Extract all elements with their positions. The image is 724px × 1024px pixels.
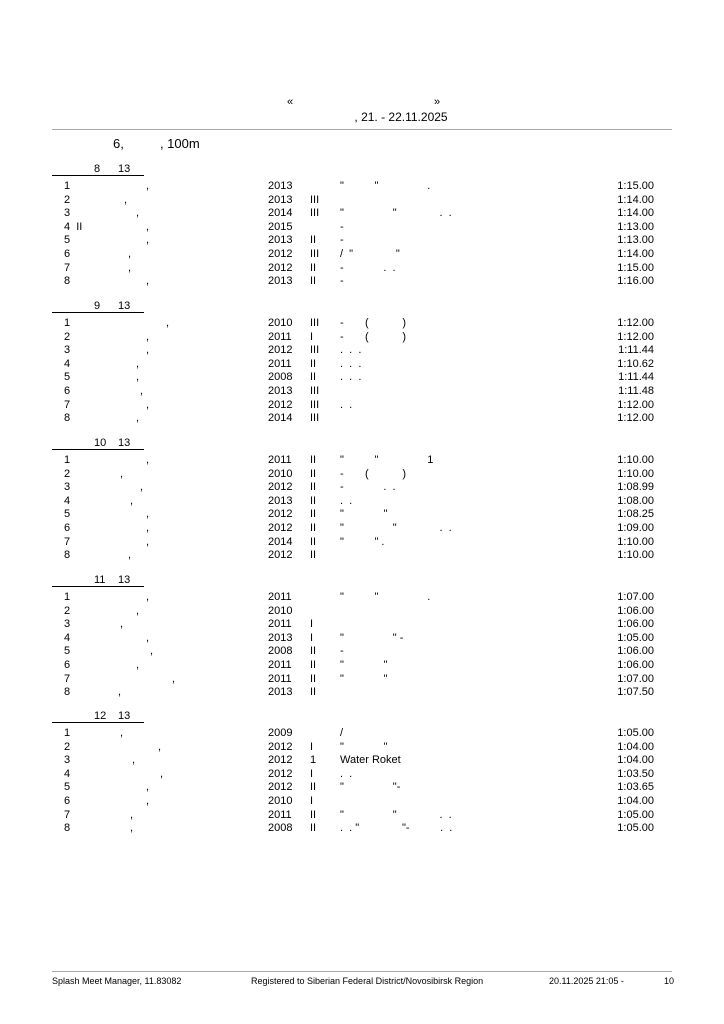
entry-time: 1:03.50 bbox=[617, 767, 654, 780]
lane-number: 3 bbox=[64, 481, 71, 494]
birth-year: 2011 bbox=[268, 659, 292, 671]
lane-number: 7 bbox=[64, 535, 71, 548]
sport-rank: II bbox=[310, 808, 317, 821]
table-row bbox=[0, 495, 724, 509]
lane-number: 4 bbox=[64, 494, 71, 507]
birth-year: 2011 bbox=[268, 591, 292, 603]
sport-rank: II bbox=[310, 261, 317, 274]
birth-year: 2011 bbox=[268, 618, 292, 631]
swimmer-name: , bbox=[146, 344, 150, 357]
entry-time: 1:05.00 bbox=[617, 808, 654, 821]
sport-rank: I bbox=[310, 795, 314, 807]
club-name: - . . bbox=[340, 261, 396, 274]
swimmer-name: , bbox=[140, 385, 144, 397]
lane-number: 5 bbox=[64, 645, 71, 658]
entry-time: 1:10.00 bbox=[617, 549, 654, 562]
birth-year: 2012 bbox=[268, 754, 293, 767]
sport-rank: I bbox=[310, 330, 314, 343]
sport-rank: III bbox=[310, 248, 320, 260]
birth-year: 2012 bbox=[268, 522, 293, 534]
club-name: . . bbox=[340, 494, 353, 507]
swimmer-name: , bbox=[130, 494, 134, 507]
table-row bbox=[0, 331, 724, 345]
swimmer-name: , bbox=[160, 767, 164, 780]
lane-number: 3 bbox=[64, 207, 71, 220]
swimmer-name: , bbox=[146, 795, 150, 807]
heat-header bbox=[52, 436, 144, 450]
entry-time: 1:11.48 bbox=[618, 385, 654, 397]
heat-label-b: 13 bbox=[118, 574, 131, 586]
entry-time: 1:14.00 bbox=[617, 207, 654, 220]
table-row bbox=[0, 412, 724, 426]
lane-number: 5 bbox=[64, 234, 71, 247]
table-row bbox=[0, 508, 724, 522]
lane-number: 8 bbox=[64, 549, 71, 562]
lane-number: 1 bbox=[64, 317, 71, 329]
table-row bbox=[0, 207, 724, 221]
sport-rank: II bbox=[310, 522, 317, 534]
birth-year: 2013 bbox=[268, 686, 293, 699]
table-row bbox=[0, 358, 724, 372]
club-name: " " bbox=[340, 740, 388, 753]
sport-rank: II bbox=[310, 508, 317, 521]
table-row bbox=[0, 632, 724, 646]
entry-time: 1:07.00 bbox=[617, 591, 654, 603]
sport-rank: III bbox=[310, 385, 320, 397]
event-title: 6, , 100m bbox=[113, 136, 200, 151]
club-name: " " . bbox=[340, 535, 385, 548]
entry-time: 1:07.50 bbox=[617, 686, 654, 699]
birth-year: 2011 bbox=[268, 357, 292, 370]
lane-number: 5 bbox=[64, 508, 71, 521]
swimmer-name: , bbox=[136, 412, 140, 425]
title-quote-open: « bbox=[287, 96, 294, 108]
lane-number: 3 bbox=[64, 754, 71, 767]
entry-time: 1:05.00 bbox=[617, 631, 654, 644]
club-name: / bbox=[340, 727, 344, 739]
lane-number: 1 bbox=[64, 454, 71, 466]
table-row bbox=[0, 536, 724, 550]
swimmer-name: , bbox=[130, 822, 134, 835]
table-row bbox=[0, 317, 724, 331]
birth-year: 2011 bbox=[268, 454, 292, 466]
swimmer-name: , bbox=[140, 481, 144, 494]
table-row bbox=[0, 468, 724, 482]
entry-time: 1:12.00 bbox=[617, 330, 654, 343]
birth-year: 2012 bbox=[268, 261, 293, 274]
entry-time: 1:15.00 bbox=[617, 180, 654, 192]
birth-year: 2014 bbox=[268, 535, 293, 548]
lane-number: 6 bbox=[64, 795, 71, 807]
table-row bbox=[0, 248, 724, 262]
sport-rank: II bbox=[310, 467, 317, 480]
lane-number: 4 bbox=[64, 357, 71, 370]
swimmer-name: , bbox=[146, 398, 150, 411]
heat-header bbox=[52, 709, 144, 723]
club-name: " " - bbox=[340, 631, 404, 644]
table-row bbox=[0, 344, 724, 358]
sport-rank: III bbox=[310, 193, 320, 206]
entry-time: 1:11.44 bbox=[618, 344, 654, 357]
lane-number: 8 bbox=[64, 412, 71, 425]
sport-rank: II bbox=[310, 454, 317, 466]
club-name: - bbox=[340, 220, 344, 233]
birth-year: 2012 bbox=[268, 398, 293, 411]
swimmer-name: , bbox=[146, 591, 150, 603]
sport-rank: II bbox=[310, 781, 317, 794]
heat-header bbox=[52, 573, 144, 587]
club-name: " " . . bbox=[340, 808, 452, 821]
entry-time: 1:04.00 bbox=[617, 795, 654, 807]
swimmer-name: , bbox=[146, 220, 150, 233]
entry-time: 1:04.00 bbox=[617, 740, 654, 753]
lane-number: 4 bbox=[64, 767, 71, 780]
sport-rank: I bbox=[310, 767, 314, 780]
entry-time: 1:04.00 bbox=[617, 754, 654, 767]
sport-rank: III bbox=[310, 412, 320, 425]
swimmer-name: , bbox=[130, 808, 134, 821]
table-row bbox=[0, 194, 724, 208]
table-row bbox=[0, 754, 724, 768]
sport-rank: I bbox=[310, 740, 314, 753]
swimmer-name: , bbox=[146, 234, 150, 247]
swimmer-name: , bbox=[120, 618, 124, 631]
entry-time: 1:06.00 bbox=[617, 604, 654, 617]
entry-time: 1:11.44 bbox=[618, 371, 654, 384]
sport-rank: II bbox=[310, 822, 317, 835]
table-row bbox=[0, 454, 724, 468]
table-row bbox=[0, 781, 724, 795]
sport-rank: II bbox=[310, 371, 317, 384]
birth-year: 2013 bbox=[268, 275, 293, 288]
entry-time: 1:08.25 bbox=[617, 508, 654, 521]
sport-rank: II bbox=[310, 535, 317, 548]
birth-year: 2013 bbox=[268, 631, 293, 644]
swimmer-name: , bbox=[136, 371, 140, 384]
sport-rank: II bbox=[310, 481, 317, 494]
lane-number: 7 bbox=[64, 261, 71, 274]
table-row bbox=[0, 549, 724, 563]
entry-time: 1:13.00 bbox=[617, 234, 654, 247]
swimmer-name: , bbox=[172, 672, 176, 685]
lane-number: 7 bbox=[64, 398, 71, 411]
birth-year: 2013 bbox=[268, 385, 293, 397]
entry-time: 1:15.00 bbox=[617, 261, 654, 274]
entry-time: 1:06.00 bbox=[617, 618, 654, 631]
entry-time: 1:12.00 bbox=[617, 317, 654, 329]
lane-number: 2 bbox=[64, 604, 71, 617]
table-row bbox=[0, 727, 724, 741]
title-quote-close: » bbox=[434, 96, 441, 108]
heat-header bbox=[52, 162, 144, 176]
table-row bbox=[0, 795, 724, 809]
lane-number: 1 bbox=[64, 591, 71, 603]
birth-year: 2013 bbox=[268, 180, 293, 192]
swimmer-name: , bbox=[146, 781, 150, 794]
entry-time: 1:03.65 bbox=[617, 781, 654, 794]
entry-time: 1:14.00 bbox=[617, 193, 654, 206]
birth-year: 2013 bbox=[268, 193, 293, 206]
heat-label-a: 10 bbox=[94, 437, 107, 449]
table-row bbox=[0, 659, 724, 673]
entry-time: 1:05.00 bbox=[617, 822, 654, 835]
club-name: - bbox=[340, 645, 344, 658]
table-row bbox=[0, 275, 724, 289]
birth-year: 2008 bbox=[268, 645, 293, 658]
table-row bbox=[0, 262, 724, 276]
sport-rank: II bbox=[310, 659, 317, 671]
entry-time: 1:16.00 bbox=[617, 275, 654, 288]
club-name: " " . . bbox=[340, 207, 452, 220]
table-row bbox=[0, 809, 724, 823]
lane-number: 7 bbox=[64, 808, 71, 821]
sport-rank: II bbox=[310, 645, 317, 658]
footer-software: Splash Meet Manager, 11.83082 bbox=[52, 976, 182, 986]
table-row bbox=[0, 180, 724, 194]
heat-label-b: 13 bbox=[118, 300, 131, 312]
birth-year: 2015 bbox=[268, 220, 293, 233]
birth-year: 2013 bbox=[268, 494, 293, 507]
heat-header bbox=[52, 299, 144, 313]
sport-rank: II bbox=[310, 234, 317, 247]
birth-year: 2012 bbox=[268, 344, 293, 357]
swimmer-name: , bbox=[146, 275, 150, 288]
club-name: . . " "- . . bbox=[340, 822, 453, 835]
footer-page-number: 10 bbox=[664, 976, 675, 986]
birth-year: 2012 bbox=[268, 767, 293, 780]
swimmer-name: , bbox=[136, 659, 140, 671]
lane-number: 6 bbox=[64, 248, 71, 260]
table-row bbox=[0, 221, 724, 235]
club-name: . . bbox=[340, 767, 353, 780]
table-row bbox=[0, 618, 724, 632]
club-name: . . . bbox=[340, 344, 362, 357]
swimmer-name: , bbox=[118, 686, 122, 699]
birth-year: 2011 bbox=[268, 672, 292, 685]
sport-rank: I bbox=[310, 618, 314, 631]
lane-number: 4 II bbox=[64, 220, 83, 233]
birth-year: 2012 bbox=[268, 248, 293, 260]
swimmer-name: , bbox=[146, 522, 150, 534]
entry-time: 1:06.00 bbox=[617, 645, 654, 658]
table-row bbox=[0, 686, 724, 700]
swimmer-name: , bbox=[136, 357, 140, 370]
birth-year: 2010 bbox=[268, 317, 293, 329]
entry-time: 1:05.00 bbox=[617, 727, 654, 739]
lane-number: 6 bbox=[64, 522, 71, 534]
heat-label-b: 13 bbox=[118, 710, 131, 722]
table-row bbox=[0, 768, 724, 782]
entry-time: 1:12.00 bbox=[617, 412, 654, 425]
table-row bbox=[0, 399, 724, 413]
swimmer-name: , bbox=[150, 645, 154, 658]
lane-number: 2 bbox=[64, 193, 71, 206]
table-row bbox=[0, 522, 724, 536]
birth-year: 2010 bbox=[268, 467, 293, 480]
birth-year: 2011 bbox=[268, 808, 292, 821]
lane-number: 3 bbox=[64, 618, 71, 631]
competition-title bbox=[0, 96, 724, 110]
lane-number: 2 bbox=[64, 330, 71, 343]
birth-year: 2011 bbox=[268, 330, 292, 343]
club-name: " " bbox=[340, 672, 388, 685]
club-name: / " " bbox=[340, 248, 400, 260]
swimmer-name: , bbox=[146, 180, 150, 192]
entry-time: 1:10.00 bbox=[617, 535, 654, 548]
swimmer-name: , bbox=[132, 754, 136, 767]
swimmer-name: , bbox=[128, 549, 132, 562]
birth-year: 2009 bbox=[268, 727, 293, 739]
birth-year: 2012 bbox=[268, 549, 293, 562]
heat-label-a: 9 bbox=[94, 300, 101, 312]
table-row bbox=[0, 591, 724, 605]
birth-year: 2014 bbox=[268, 207, 293, 220]
heat-label-a: 8 bbox=[94, 163, 101, 175]
entry-time: 1:10.00 bbox=[617, 454, 654, 466]
sport-rank: III bbox=[310, 317, 320, 329]
club-name: - ( ) bbox=[340, 330, 406, 343]
swimmer-name: , bbox=[136, 604, 140, 617]
birth-year: 2014 bbox=[268, 412, 293, 425]
lane-number: 8 bbox=[64, 686, 71, 699]
lane-number: 7 bbox=[64, 672, 71, 685]
footer-registration: Registered to Siberian Federal District/Novosibirsk Region bbox=[251, 976, 484, 986]
sport-rank: 1 bbox=[310, 754, 317, 767]
entry-time: 1:13.00 bbox=[617, 220, 654, 233]
table-row bbox=[0, 481, 724, 495]
entry-time: 1:10.00 bbox=[617, 467, 654, 480]
entry-time: 1:06.00 bbox=[617, 659, 654, 671]
birth-year: 2012 bbox=[268, 740, 293, 753]
entry-time: 1:12.00 bbox=[617, 398, 654, 411]
lane-number: 3 bbox=[64, 344, 71, 357]
heat-label-a: 11 bbox=[94, 574, 106, 586]
entry-time: 1:07.00 bbox=[617, 672, 654, 685]
lane-number: 2 bbox=[64, 740, 71, 753]
footer-divider bbox=[52, 971, 672, 972]
entry-time: 1:14.00 bbox=[617, 248, 654, 260]
entry-time: 1:08.99 bbox=[617, 481, 654, 494]
swimmer-name: , bbox=[124, 193, 128, 206]
table-row bbox=[0, 645, 724, 659]
swimmer-name: , bbox=[120, 467, 124, 480]
birth-year: 2010 bbox=[268, 795, 293, 807]
club-name: " " . bbox=[340, 591, 431, 603]
birth-year: 2013 bbox=[268, 234, 293, 247]
club-name: " "- bbox=[340, 781, 401, 794]
table-row bbox=[0, 385, 724, 399]
sport-rank: II bbox=[310, 494, 317, 507]
sport-rank: II bbox=[310, 672, 317, 685]
swimmer-name: , bbox=[128, 248, 132, 260]
club-name: - bbox=[340, 234, 344, 247]
competition-dates: , 21. - 22.11.2025 bbox=[354, 110, 448, 124]
table-row bbox=[0, 605, 724, 619]
table-row bbox=[0, 234, 724, 248]
swimmer-name: , bbox=[120, 727, 124, 739]
sport-rank: III bbox=[310, 398, 320, 411]
sport-rank: III bbox=[310, 207, 320, 220]
swimmer-name: , bbox=[158, 740, 162, 753]
club-name: Water Roket bbox=[340, 754, 401, 767]
lane-number: 8 bbox=[64, 822, 71, 835]
swimmer-name: , bbox=[146, 535, 150, 548]
sport-rank: II bbox=[310, 549, 317, 562]
lane-number: 1 bbox=[64, 727, 71, 739]
entry-time: 1:08.00 bbox=[617, 494, 654, 507]
lane-number: 4 bbox=[64, 631, 71, 644]
birth-year: 2012 bbox=[268, 781, 293, 794]
entry-time: 1:09.00 bbox=[617, 522, 654, 534]
heat-label-b: 13 bbox=[118, 163, 131, 175]
lane-number: 1 bbox=[64, 180, 71, 192]
club-name: . . . bbox=[340, 357, 362, 370]
lane-number: 2 bbox=[64, 467, 71, 480]
entry-time: 1:10.62 bbox=[617, 357, 654, 370]
club-name: " " . . bbox=[340, 522, 452, 534]
birth-year: 2008 bbox=[268, 822, 293, 835]
club-name: - ( ) bbox=[340, 467, 406, 480]
swimmer-name: , bbox=[166, 317, 170, 329]
lane-number: 8 bbox=[64, 275, 71, 288]
swimmer-name: , bbox=[146, 454, 150, 466]
table-row bbox=[0, 673, 724, 687]
lane-number: 6 bbox=[64, 385, 71, 397]
birth-year: 2008 bbox=[268, 371, 293, 384]
heat-label-a: 12 bbox=[94, 710, 107, 722]
lane-number: 5 bbox=[64, 371, 71, 384]
sport-rank: II bbox=[310, 686, 317, 699]
header-divider bbox=[52, 129, 672, 130]
sport-rank: II bbox=[310, 357, 317, 370]
table-row bbox=[0, 741, 724, 755]
table-row bbox=[0, 371, 724, 385]
sport-rank: I bbox=[310, 631, 314, 644]
table-row bbox=[0, 822, 724, 836]
sport-rank: III bbox=[310, 344, 320, 357]
club-name: - bbox=[340, 275, 344, 288]
lane-number: 6 bbox=[64, 659, 71, 671]
birth-year: 2012 bbox=[268, 481, 293, 494]
club-name: " " bbox=[340, 659, 388, 671]
sport-rank: II bbox=[310, 275, 317, 288]
heat-label-b: 13 bbox=[118, 437, 131, 449]
club-name: " " bbox=[340, 508, 388, 521]
swimmer-name: , bbox=[146, 631, 150, 644]
swimmer-name: , bbox=[146, 330, 150, 343]
club-name: " " 1 bbox=[340, 454, 434, 466]
club-name: - ( ) bbox=[340, 317, 406, 329]
swimmer-name: , bbox=[146, 508, 150, 521]
lane-number: 5 bbox=[64, 781, 71, 794]
birth-year: 2012 bbox=[268, 508, 293, 521]
swimmer-name: , bbox=[128, 261, 132, 274]
club-name: . . . bbox=[340, 371, 362, 384]
footer-datetime: 20.11.2025 21:05 - bbox=[549, 976, 624, 986]
swimmer-name: , bbox=[136, 207, 140, 220]
club-name: - . . bbox=[340, 481, 396, 494]
club-name: " " . bbox=[340, 180, 431, 192]
birth-year: 2010 bbox=[268, 604, 293, 617]
club-name: . . bbox=[340, 398, 353, 411]
